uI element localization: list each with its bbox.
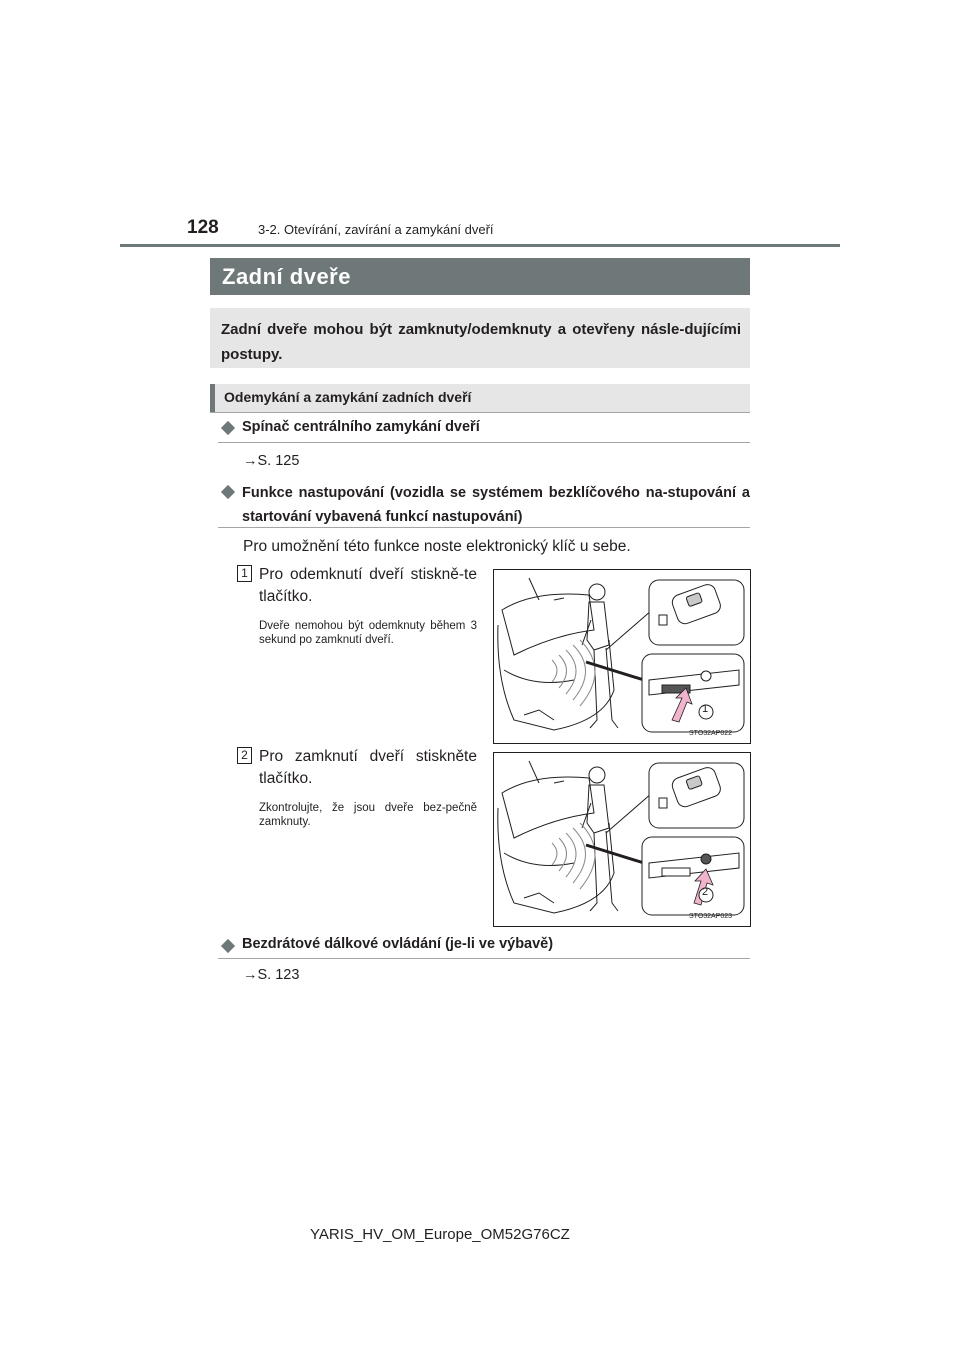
arrow-right-icon: →	[243, 453, 258, 469]
figure-callout: 1	[702, 703, 709, 715]
diamond-icon	[221, 421, 235, 435]
section-title: Odemykání a zamykání zadních dveří	[224, 389, 472, 405]
intro-text: Zadní dveře mohou být zamknuty/odemknuty a otevřeny násle-dujícími postupy.	[221, 321, 741, 363]
page-reference: →S. 125	[243, 453, 300, 469]
step-text: Pro zamknutí dveří stiskněte tlačítko.	[259, 748, 477, 787]
step-number: 1	[237, 565, 252, 582]
title-bar	[210, 258, 750, 295]
intro-box	[210, 308, 750, 368]
subsection-rule	[218, 958, 750, 959]
body-text: Pro umožnění této funkce noste elektronický klíč u sebe.	[243, 538, 631, 555]
car-rear-illustration	[494, 753, 750, 926]
document-footer: YARIS_HV_OM_Europe_OM52G76CZ	[310, 1226, 570, 1243]
subsection-heading: Spínač centrálního zamykání dveří	[242, 419, 480, 435]
step-note: Dveře nemohou být odemknuty během 3 sekund po zamknutí dveří.	[259, 620, 477, 646]
step-text: Pro odemknutí dveří stiskně-te tlačítko.	[259, 566, 477, 605]
header-rule	[120, 244, 840, 247]
section-bar	[210, 384, 750, 413]
diamond-icon	[221, 939, 235, 953]
figure-callout: 2	[702, 886, 709, 898]
figure-code: STO32AP022	[689, 730, 733, 737]
illustration-unlock	[493, 569, 751, 744]
step-note: Zkontrolujte, že jsou dveře bez-pečně zamknuty.	[259, 802, 477, 828]
subsection-heading: Bezdrátové dálkové ovládání (je-li ve výbavě)	[242, 936, 554, 952]
page-number: 128	[187, 217, 219, 238]
subsection-rule	[218, 527, 750, 528]
page-title: Zadní dveře	[222, 264, 351, 289]
figure-code: STO32AP023	[689, 913, 733, 920]
page-reference: →S. 123	[243, 967, 300, 983]
step-number: 2	[237, 747, 252, 764]
subsection-rule	[218, 442, 750, 443]
diamond-icon	[221, 485, 235, 499]
illustration-lock	[493, 752, 751, 927]
section-accent	[210, 384, 215, 412]
arrow-right-icon: →	[243, 967, 258, 983]
car-rear-illustration	[494, 570, 750, 743]
chapter-title: 3-2. Otevírání, zavírání a zamykání dveří	[258, 222, 494, 237]
subsection-heading: Funkce nastupování (vozidla se systémem bezklíčového na-stupování a startování vybavená funkcí nastupování)	[242, 485, 750, 525]
